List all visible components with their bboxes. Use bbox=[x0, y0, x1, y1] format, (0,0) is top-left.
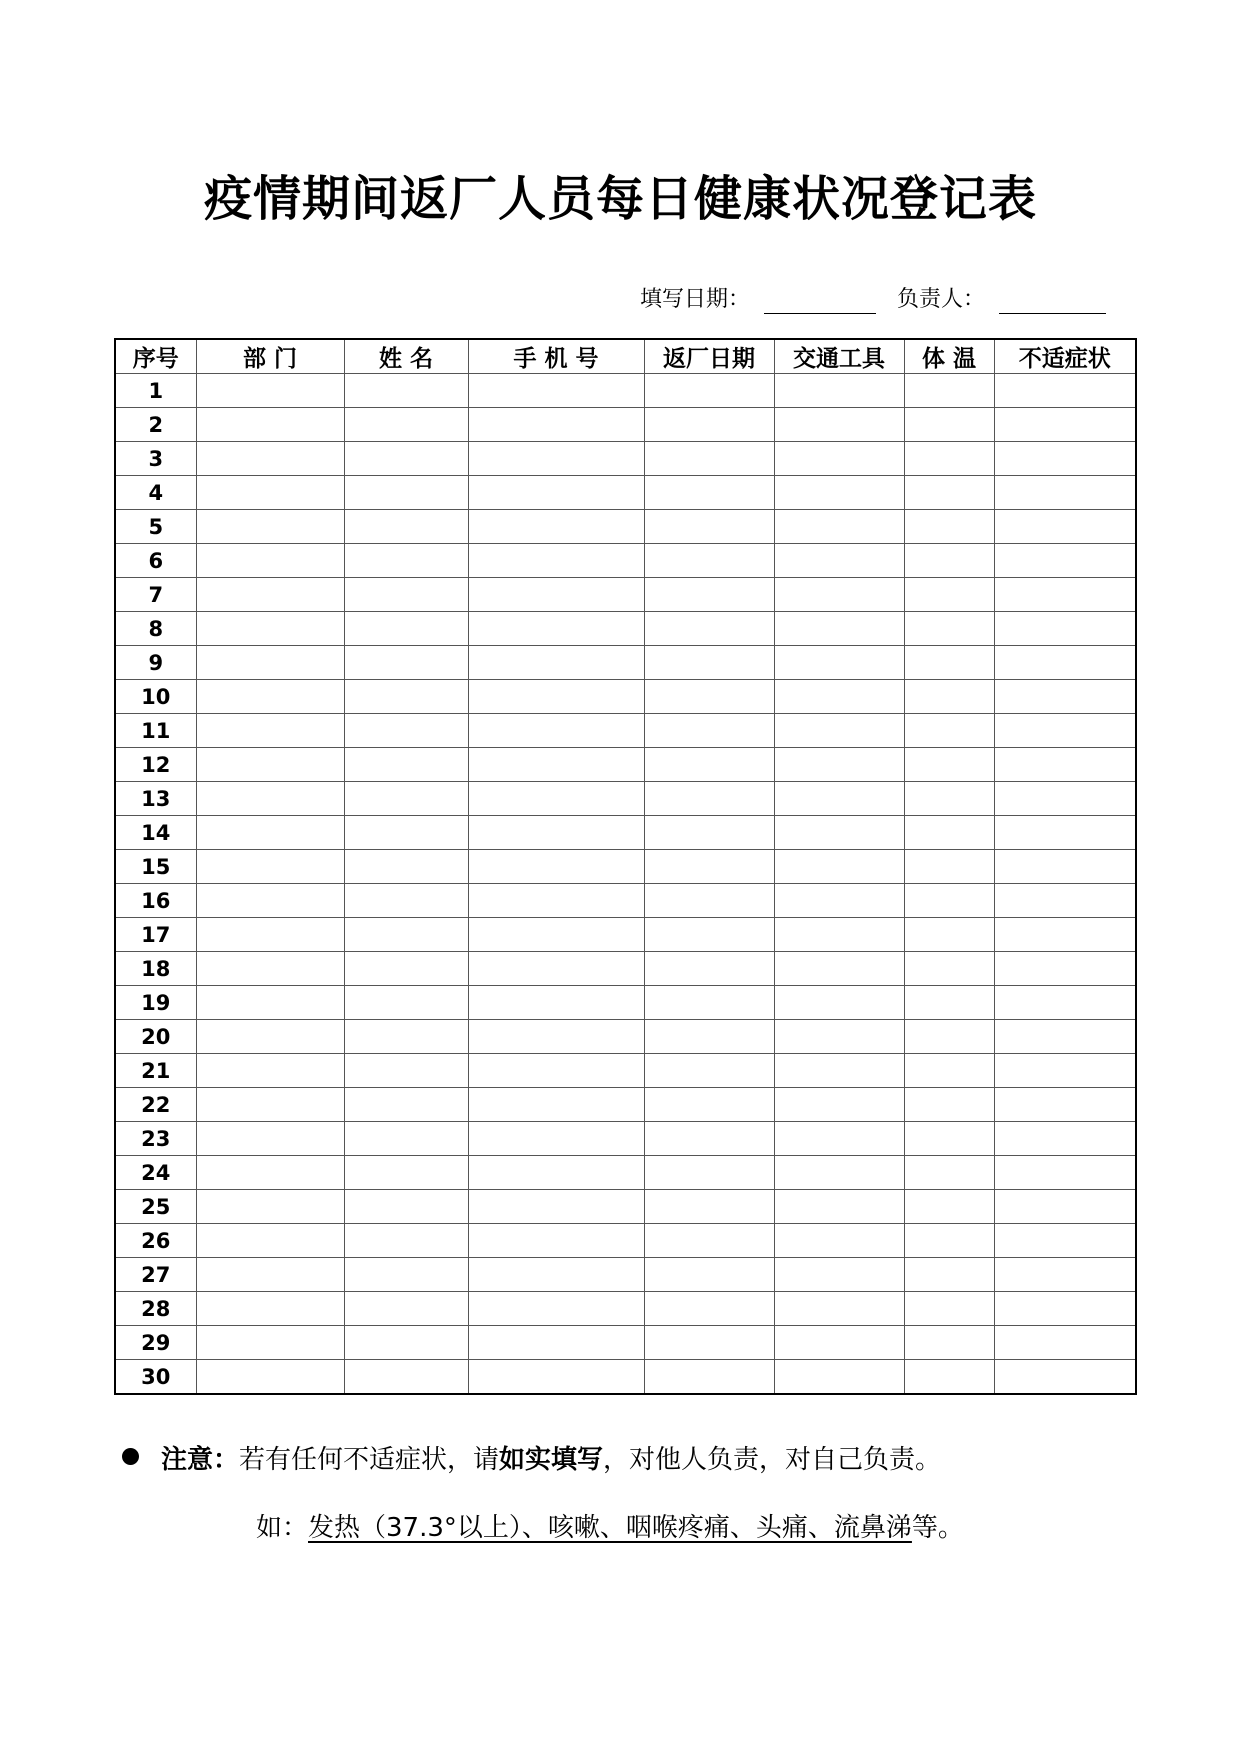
entry-cell[interactable] bbox=[196, 884, 344, 918]
entry-cell[interactable] bbox=[774, 646, 904, 680]
row-number: 20 bbox=[115, 1020, 196, 1054]
entry-cell[interactable] bbox=[196, 1020, 344, 1054]
entry-cell[interactable] bbox=[904, 714, 994, 748]
table-row bbox=[115, 612, 1136, 646]
entry-cell[interactable] bbox=[644, 612, 774, 646]
entry-cell[interactable] bbox=[994, 714, 1136, 748]
column-header: 序号 bbox=[115, 339, 196, 374]
column-header: 手 机 号 bbox=[468, 339, 644, 374]
entry-cell[interactable] bbox=[904, 1054, 994, 1088]
entry-cell[interactable] bbox=[196, 578, 344, 612]
entry-cell[interactable] bbox=[774, 510, 904, 544]
entry-cell[interactable] bbox=[994, 1054, 1136, 1088]
entry-cell[interactable] bbox=[994, 374, 1136, 408]
entry-cell[interactable] bbox=[994, 1088, 1136, 1122]
entry-cell[interactable] bbox=[994, 986, 1136, 1020]
row-number: 4 bbox=[115, 476, 196, 510]
entry-cell[interactable] bbox=[196, 1156, 344, 1190]
row-number: 5 bbox=[115, 510, 196, 544]
entry-cell[interactable] bbox=[644, 1292, 774, 1326]
entry-cell[interactable] bbox=[344, 1122, 468, 1156]
entry-cell[interactable] bbox=[994, 850, 1136, 884]
entry-cell[interactable] bbox=[344, 476, 468, 510]
entry-cell[interactable] bbox=[774, 1258, 904, 1292]
table-row bbox=[115, 1156, 1136, 1190]
entry-cell[interactable] bbox=[468, 1020, 644, 1054]
table-row bbox=[115, 884, 1136, 918]
entry-cell[interactable] bbox=[994, 816, 1136, 850]
entry-cell[interactable] bbox=[994, 748, 1136, 782]
entry-cell[interactable] bbox=[644, 374, 774, 408]
table-row bbox=[115, 1088, 1136, 1122]
entry-cell[interactable] bbox=[344, 1190, 468, 1224]
entry-cell[interactable] bbox=[344, 884, 468, 918]
entry-cell[interactable] bbox=[644, 816, 774, 850]
row-number: 23 bbox=[115, 1122, 196, 1156]
entry-cell[interactable] bbox=[344, 1088, 468, 1122]
table-row bbox=[115, 782, 1136, 816]
row-number: 16 bbox=[115, 884, 196, 918]
entry-cell[interactable] bbox=[774, 986, 904, 1020]
registration-table bbox=[114, 338, 1137, 1395]
entry-cell[interactable] bbox=[196, 680, 344, 714]
entry-cell[interactable] bbox=[904, 544, 994, 578]
entry-cell[interactable] bbox=[904, 646, 994, 680]
example-symptoms: 发热（37.3°以上）、咳嗽、咽喉疼痛、头痛、流鼻涕 bbox=[308, 1513, 912, 1543]
entry-cell[interactable] bbox=[644, 1054, 774, 1088]
row-number: 11 bbox=[115, 714, 196, 748]
entry-cell[interactable] bbox=[774, 1292, 904, 1326]
entry-cell[interactable] bbox=[904, 1020, 994, 1054]
entry-cell[interactable] bbox=[196, 986, 344, 1020]
entry-cell[interactable] bbox=[468, 1088, 644, 1122]
table-row bbox=[115, 544, 1136, 578]
entry-cell[interactable] bbox=[904, 1156, 994, 1190]
entry-cell[interactable] bbox=[774, 952, 904, 986]
entry-cell[interactable] bbox=[196, 850, 344, 884]
entry-cell[interactable] bbox=[644, 748, 774, 782]
entry-cell[interactable] bbox=[644, 510, 774, 544]
entry-cell[interactable] bbox=[468, 1258, 644, 1292]
entry-cell[interactable] bbox=[468, 374, 644, 408]
entry-cell[interactable] bbox=[904, 918, 994, 952]
table-row bbox=[115, 1190, 1136, 1224]
entry-cell[interactable] bbox=[344, 714, 468, 748]
table-row bbox=[115, 1258, 1136, 1292]
column-header: 体 温 bbox=[904, 339, 994, 374]
entry-cell[interactable] bbox=[196, 1122, 344, 1156]
entry-cell[interactable] bbox=[994, 578, 1136, 612]
table-row bbox=[115, 952, 1136, 986]
entry-cell[interactable] bbox=[904, 748, 994, 782]
table-row bbox=[115, 816, 1136, 850]
row-number: 7 bbox=[115, 578, 196, 612]
entry-cell[interactable] bbox=[344, 1360, 468, 1395]
row-number: 10 bbox=[115, 680, 196, 714]
entry-cell[interactable] bbox=[644, 680, 774, 714]
entry-cell[interactable] bbox=[468, 952, 644, 986]
entry-cell[interactable] bbox=[774, 850, 904, 884]
person-fill-line[interactable] bbox=[999, 313, 1106, 314]
entry-cell[interactable] bbox=[468, 646, 644, 680]
entry-cell[interactable] bbox=[644, 918, 774, 952]
entry-cell[interactable] bbox=[904, 374, 994, 408]
entry-cell[interactable] bbox=[994, 918, 1136, 952]
entry-cell[interactable] bbox=[774, 476, 904, 510]
entry-cell[interactable] bbox=[774, 816, 904, 850]
entry-cell[interactable] bbox=[644, 1224, 774, 1258]
entry-cell[interactable] bbox=[904, 952, 994, 986]
entry-cell[interactable] bbox=[196, 782, 344, 816]
notice-emphasis: 如实填写 bbox=[499, 1445, 604, 1475]
table-row bbox=[115, 374, 1136, 408]
entry-cell[interactable] bbox=[774, 1326, 904, 1360]
entry-cell[interactable] bbox=[196, 748, 344, 782]
entry-cell[interactable] bbox=[904, 1326, 994, 1360]
entry-cell[interactable] bbox=[644, 850, 774, 884]
entry-cell[interactable] bbox=[904, 1360, 994, 1395]
entry-cell[interactable] bbox=[774, 1054, 904, 1088]
entry-cell[interactable] bbox=[468, 442, 644, 476]
entry-cell[interactable] bbox=[344, 850, 468, 884]
entry-cell[interactable] bbox=[644, 1360, 774, 1395]
entry-cell[interactable] bbox=[196, 1088, 344, 1122]
entry-cell[interactable] bbox=[904, 884, 994, 918]
entry-cell[interactable] bbox=[196, 476, 344, 510]
column-header: 部 门 bbox=[196, 339, 344, 374]
entry-cell[interactable] bbox=[994, 1224, 1136, 1258]
row-number: 8 bbox=[115, 612, 196, 646]
entry-cell[interactable] bbox=[904, 816, 994, 850]
entry-cell[interactable] bbox=[344, 510, 468, 544]
entry-cell[interactable] bbox=[644, 442, 774, 476]
entry-cell[interactable] bbox=[344, 952, 468, 986]
entry-cell[interactable] bbox=[196, 374, 344, 408]
example-suffix: 等。 bbox=[911, 1513, 964, 1543]
entry-cell[interactable] bbox=[344, 578, 468, 612]
row-number: 22 bbox=[115, 1088, 196, 1122]
row-number: 3 bbox=[115, 442, 196, 476]
page-title: 疫情期间返厂人员每日健康状况登记表 bbox=[203, 171, 1037, 227]
entry-cell[interactable] bbox=[644, 578, 774, 612]
row-number: 28 bbox=[115, 1292, 196, 1326]
entry-cell[interactable] bbox=[196, 646, 344, 680]
entry-cell[interactable] bbox=[774, 748, 904, 782]
entry-cell[interactable] bbox=[774, 578, 904, 612]
entry-cell[interactable] bbox=[904, 442, 994, 476]
entry-cell[interactable] bbox=[644, 1190, 774, 1224]
row-number: 27 bbox=[115, 1258, 196, 1292]
entry-cell[interactable] bbox=[344, 680, 468, 714]
column-header: 交通工具 bbox=[774, 339, 904, 374]
row-number: 21 bbox=[115, 1054, 196, 1088]
entry-cell[interactable] bbox=[994, 510, 1136, 544]
column-header: 姓 名 bbox=[344, 339, 468, 374]
row-number: 13 bbox=[115, 782, 196, 816]
entry-cell[interactable] bbox=[774, 1088, 904, 1122]
entry-cell[interactable] bbox=[644, 986, 774, 1020]
entry-cell[interactable] bbox=[994, 1156, 1136, 1190]
entry-cell[interactable] bbox=[994, 1360, 1136, 1395]
entry-cell[interactable] bbox=[774, 884, 904, 918]
entry-cell[interactable] bbox=[196, 544, 344, 578]
row-number: 9 bbox=[115, 646, 196, 680]
entry-cell[interactable] bbox=[344, 408, 468, 442]
row-number: 2 bbox=[115, 408, 196, 442]
table-row bbox=[115, 680, 1136, 714]
entry-cell[interactable] bbox=[994, 952, 1136, 986]
entry-cell[interactable] bbox=[994, 1020, 1136, 1054]
entry-cell[interactable] bbox=[994, 1292, 1136, 1326]
entry-cell[interactable] bbox=[904, 850, 994, 884]
entry-cell[interactable] bbox=[196, 1326, 344, 1360]
notice-text-b: ，对他人负责，对自己负责。 bbox=[603, 1445, 942, 1475]
table-row bbox=[115, 510, 1136, 544]
table-row bbox=[115, 986, 1136, 1020]
bullet-icon bbox=[122, 1448, 139, 1465]
entry-cell[interactable] bbox=[196, 952, 344, 986]
entry-cell[interactable] bbox=[994, 612, 1136, 646]
entry-cell[interactable] bbox=[468, 1326, 644, 1360]
entry-cell[interactable] bbox=[774, 918, 904, 952]
table-row bbox=[115, 1326, 1136, 1360]
entry-cell[interactable] bbox=[644, 1326, 774, 1360]
entry-cell[interactable] bbox=[644, 782, 774, 816]
entry-cell[interactable] bbox=[196, 1054, 344, 1088]
entry-cell[interactable] bbox=[644, 408, 774, 442]
entry-cell[interactable] bbox=[468, 918, 644, 952]
entry-cell[interactable] bbox=[644, 884, 774, 918]
table-row bbox=[115, 578, 1136, 612]
table-row bbox=[115, 918, 1136, 952]
entry-cell[interactable] bbox=[774, 408, 904, 442]
entry-cell[interactable] bbox=[774, 680, 904, 714]
entry-cell[interactable] bbox=[196, 1360, 344, 1395]
table-row bbox=[115, 1054, 1136, 1088]
column-header: 返厂日期 bbox=[644, 339, 774, 374]
row-number: 1 bbox=[115, 374, 196, 408]
column-header: 不适症状 bbox=[994, 339, 1136, 374]
entry-cell[interactable] bbox=[774, 1190, 904, 1224]
entry-cell[interactable] bbox=[904, 986, 994, 1020]
entry-cell[interactable] bbox=[994, 1122, 1136, 1156]
entry-cell[interactable] bbox=[904, 476, 994, 510]
entry-cell[interactable] bbox=[644, 476, 774, 510]
row-number: 18 bbox=[115, 952, 196, 986]
header-row bbox=[115, 339, 1136, 374]
entry-cell[interactable] bbox=[904, 782, 994, 816]
row-number: 12 bbox=[115, 748, 196, 782]
entry-cell[interactable] bbox=[994, 782, 1136, 816]
entry-cell[interactable] bbox=[344, 1020, 468, 1054]
table-row bbox=[115, 1292, 1136, 1326]
entry-cell[interactable] bbox=[344, 1326, 468, 1360]
entry-cell[interactable] bbox=[994, 1190, 1136, 1224]
entry-cell[interactable] bbox=[774, 1020, 904, 1054]
entry-cell[interactable] bbox=[644, 1156, 774, 1190]
entry-cell[interactable] bbox=[904, 612, 994, 646]
entry-cell[interactable] bbox=[644, 544, 774, 578]
entry-cell[interactable] bbox=[904, 510, 994, 544]
entry-cell[interactable] bbox=[468, 544, 644, 578]
entry-cell[interactable] bbox=[468, 782, 644, 816]
entry-cell[interactable] bbox=[344, 612, 468, 646]
table-row bbox=[115, 646, 1136, 680]
entry-cell[interactable] bbox=[344, 374, 468, 408]
table-row bbox=[115, 1122, 1136, 1156]
row-number: 14 bbox=[115, 816, 196, 850]
entry-cell[interactable] bbox=[774, 714, 904, 748]
row-number: 26 bbox=[115, 1224, 196, 1258]
entry-cell[interactable] bbox=[196, 408, 344, 442]
entry-cell[interactable] bbox=[774, 1122, 904, 1156]
entry-cell[interactable] bbox=[468, 408, 644, 442]
entry-cell[interactable] bbox=[468, 476, 644, 510]
entry-cell[interactable] bbox=[344, 816, 468, 850]
entry-cell[interactable] bbox=[196, 612, 344, 646]
table-row bbox=[115, 1020, 1136, 1054]
entry-cell[interactable] bbox=[344, 986, 468, 1020]
entry-cell[interactable] bbox=[994, 476, 1136, 510]
entry-cell[interactable] bbox=[468, 1054, 644, 1088]
entry-cell[interactable] bbox=[344, 1054, 468, 1088]
entry-cell[interactable] bbox=[994, 680, 1136, 714]
entry-cell[interactable] bbox=[994, 442, 1136, 476]
entry-cell[interactable] bbox=[774, 1224, 904, 1258]
person-label: 负责人： bbox=[897, 287, 986, 312]
notice-text-a: 若有任何不适症状，请 bbox=[239, 1445, 500, 1475]
entry-cell[interactable] bbox=[468, 884, 644, 918]
row-number: 15 bbox=[115, 850, 196, 884]
table-body bbox=[115, 374, 1136, 1395]
entry-cell[interactable] bbox=[468, 510, 644, 544]
entry-cell[interactable] bbox=[468, 1190, 644, 1224]
entry-cell[interactable] bbox=[468, 816, 644, 850]
entry-cell[interactable] bbox=[344, 646, 468, 680]
entry-cell[interactable] bbox=[468, 986, 644, 1020]
entry-cell[interactable] bbox=[994, 408, 1136, 442]
row-number: 29 bbox=[115, 1326, 196, 1360]
entry-cell[interactable] bbox=[904, 578, 994, 612]
entry-cell[interactable] bbox=[774, 1156, 904, 1190]
entry-cell[interactable] bbox=[196, 918, 344, 952]
symptom-examples bbox=[256, 1508, 964, 1548]
entry-cell[interactable] bbox=[196, 1292, 344, 1326]
entry-cell[interactable] bbox=[904, 1122, 994, 1156]
row-number: 19 bbox=[115, 986, 196, 1020]
entry-cell[interactable] bbox=[468, 1122, 644, 1156]
entry-cell[interactable] bbox=[344, 1156, 468, 1190]
entry-cell[interactable] bbox=[644, 1258, 774, 1292]
date-fill-line[interactable] bbox=[764, 313, 876, 314]
table-row bbox=[115, 442, 1136, 476]
entry-cell[interactable] bbox=[344, 918, 468, 952]
table-row bbox=[115, 408, 1136, 442]
notice-label: 注意： bbox=[161, 1445, 240, 1475]
entry-cell[interactable] bbox=[774, 1360, 904, 1395]
entry-cell[interactable] bbox=[994, 544, 1136, 578]
entry-cell[interactable] bbox=[196, 1190, 344, 1224]
table-row bbox=[115, 850, 1136, 884]
entry-cell[interactable] bbox=[468, 1360, 644, 1395]
entry-cell[interactable] bbox=[196, 442, 344, 476]
entry-cell[interactable] bbox=[344, 544, 468, 578]
entry-cell[interactable] bbox=[644, 952, 774, 986]
notice bbox=[122, 1440, 941, 1480]
entry-cell[interactable] bbox=[344, 442, 468, 476]
entry-cell[interactable] bbox=[774, 442, 904, 476]
entry-cell[interactable] bbox=[904, 680, 994, 714]
entry-cell[interactable] bbox=[644, 714, 774, 748]
entry-cell[interactable] bbox=[468, 1156, 644, 1190]
entry-cell[interactable] bbox=[904, 1258, 994, 1292]
entry-cell[interactable] bbox=[904, 1292, 994, 1326]
entry-cell[interactable] bbox=[196, 816, 344, 850]
entry-cell[interactable] bbox=[344, 1258, 468, 1292]
entry-cell[interactable] bbox=[774, 612, 904, 646]
entry-cell[interactable] bbox=[994, 646, 1136, 680]
entry-cell[interactable] bbox=[468, 612, 644, 646]
entry-cell[interactable] bbox=[468, 1224, 644, 1258]
row-number: 25 bbox=[115, 1190, 196, 1224]
entry-cell[interactable] bbox=[196, 1224, 344, 1258]
entry-cell[interactable] bbox=[644, 1088, 774, 1122]
entry-cell[interactable] bbox=[468, 1292, 644, 1326]
entry-cell[interactable] bbox=[344, 1224, 468, 1258]
entry-cell[interactable] bbox=[344, 1292, 468, 1326]
entry-cell[interactable] bbox=[904, 1224, 994, 1258]
entry-cell[interactable] bbox=[196, 510, 344, 544]
entry-cell[interactable] bbox=[644, 646, 774, 680]
row-number: 30 bbox=[115, 1360, 196, 1395]
example-prefix: 如： bbox=[256, 1513, 309, 1543]
entry-cell[interactable] bbox=[468, 578, 644, 612]
entry-cell[interactable] bbox=[904, 1088, 994, 1122]
date-label: 填写日期： bbox=[640, 287, 751, 312]
table-row bbox=[115, 476, 1136, 510]
entry-cell[interactable] bbox=[904, 408, 994, 442]
entry-cell[interactable] bbox=[196, 714, 344, 748]
row-number: 24 bbox=[115, 1156, 196, 1190]
entry-cell[interactable] bbox=[994, 1326, 1136, 1360]
entry-cell[interactable] bbox=[468, 680, 644, 714]
entry-cell[interactable] bbox=[774, 782, 904, 816]
entry-cell[interactable] bbox=[904, 1190, 994, 1224]
entry-cell[interactable] bbox=[468, 748, 644, 782]
entry-cell[interactable] bbox=[644, 1122, 774, 1156]
row-number: 6 bbox=[115, 544, 196, 578]
table-row bbox=[115, 748, 1136, 782]
entry-cell[interactable] bbox=[994, 884, 1136, 918]
table-row bbox=[115, 1224, 1136, 1258]
table-row bbox=[115, 1360, 1136, 1395]
entry-cell[interactable] bbox=[344, 782, 468, 816]
entry-cell[interactable] bbox=[644, 1020, 774, 1054]
entry-cell[interactable] bbox=[774, 544, 904, 578]
entry-cell[interactable] bbox=[774, 374, 904, 408]
table-row bbox=[115, 714, 1136, 748]
entry-cell[interactable] bbox=[344, 748, 468, 782]
entry-cell[interactable] bbox=[468, 850, 644, 884]
form-meta bbox=[640, 282, 1120, 318]
entry-cell[interactable] bbox=[468, 714, 644, 748]
entry-cell[interactable] bbox=[196, 1258, 344, 1292]
row-number: 17 bbox=[115, 918, 196, 952]
entry-cell[interactable] bbox=[994, 1258, 1136, 1292]
